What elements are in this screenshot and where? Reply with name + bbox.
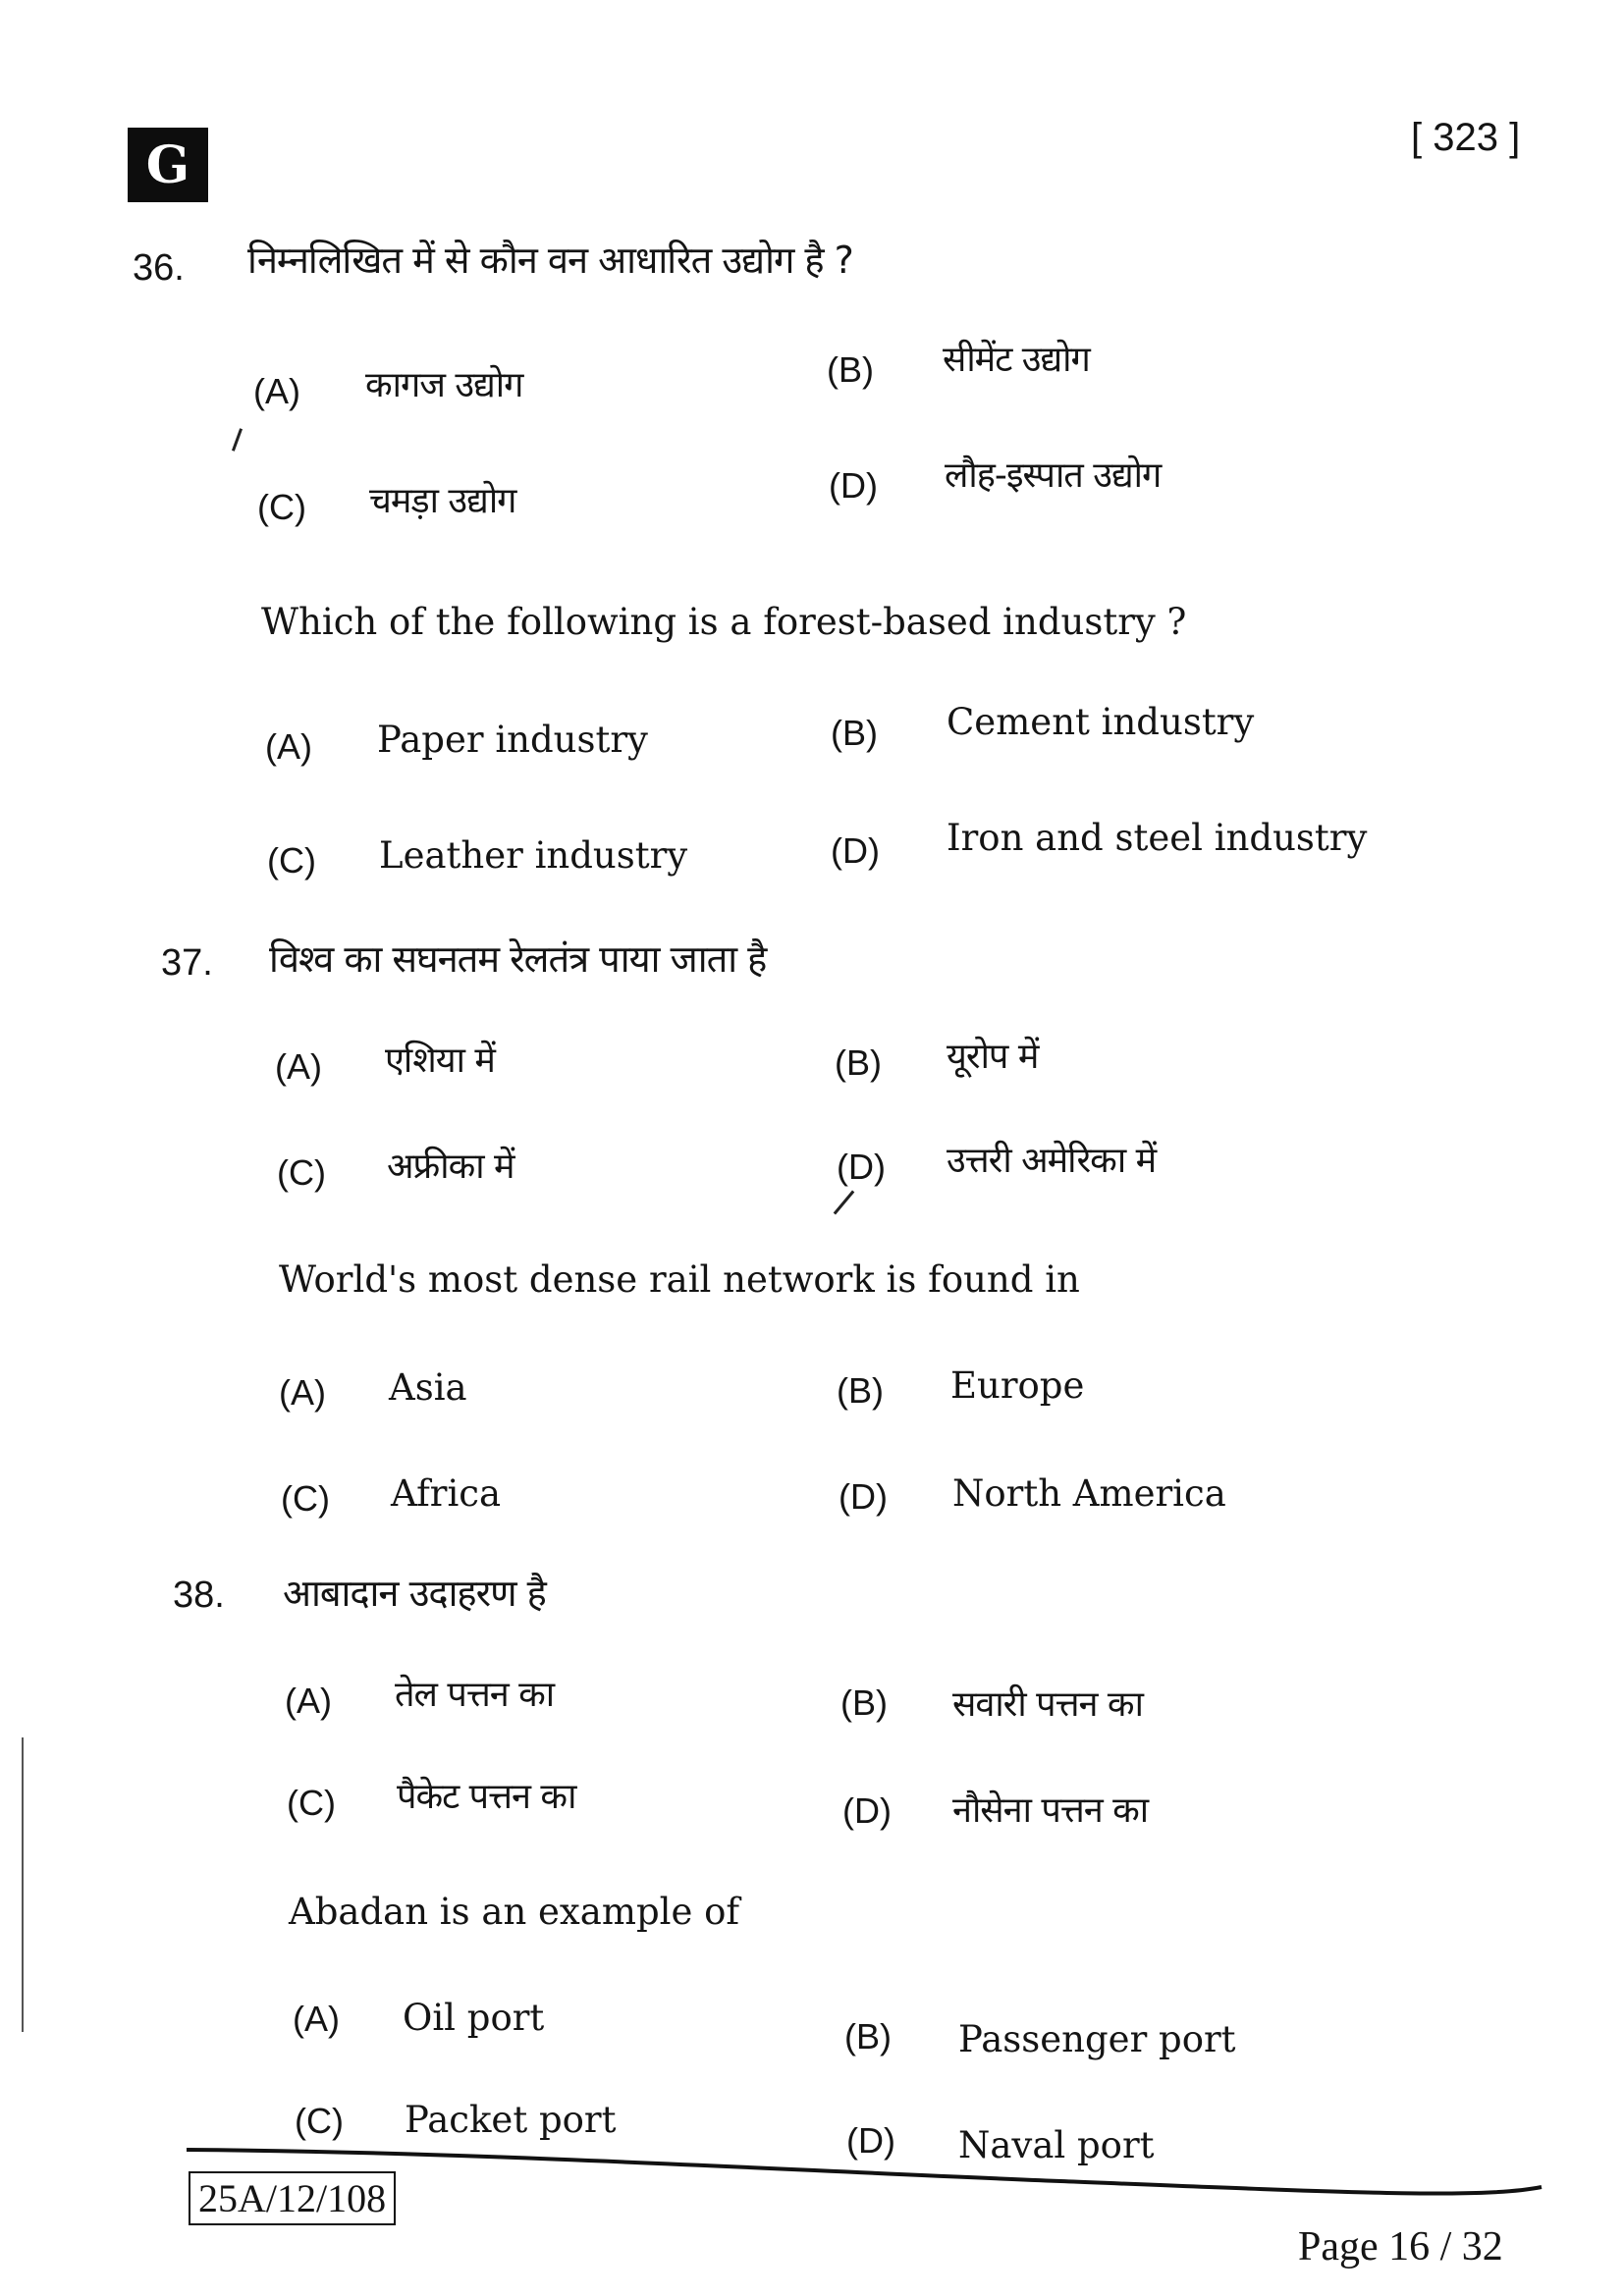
option-text[interactable]: North America — [952, 1472, 1226, 1515]
option-label: (A) — [285, 1681, 332, 1721]
option-label: (B) — [835, 1042, 882, 1083]
option-text[interactable]: Leather industry — [379, 834, 688, 877]
option-text[interactable]: Naval port — [958, 2124, 1155, 2166]
option-text[interactable]: उत्तरी अमेरिका में — [947, 1141, 1157, 1181]
option-text[interactable]: सवारी पत्तन का — [952, 1684, 1143, 1725]
option-text[interactable]: Cement industry — [947, 701, 1255, 743]
option-label: (B) — [837, 1370, 884, 1411]
option-text[interactable]: Packet port — [405, 2099, 617, 2141]
option-label: (B) — [844, 2016, 892, 2056]
option-text[interactable]: एशिया में — [385, 1041, 495, 1081]
option-label: (A) — [253, 371, 300, 411]
option-text[interactable]: Passenger port — [958, 2018, 1236, 2060]
question-text-english: Abadan is an example of — [289, 1891, 740, 1933]
option-text[interactable]: तेल पत्तन का — [395, 1675, 555, 1715]
option-label: (A) — [265, 726, 312, 767]
option-label: (C) — [277, 1152, 326, 1193]
option-text[interactable]: Africa — [391, 1472, 502, 1515]
option-text[interactable]: Paper industry — [377, 719, 648, 761]
option-text[interactable]: कागज उद्योग — [365, 365, 523, 405]
tick-mark-icon — [232, 428, 243, 452]
page-number: Page 16 / 32 — [1298, 2224, 1503, 2269]
question-text-english: World's most dense rail network is found in — [279, 1258, 1080, 1301]
option-label: (A) — [279, 1372, 326, 1413]
option-label: (C) — [267, 840, 316, 881]
paper-code: [ 323 ] — [1411, 116, 1521, 159]
option-label: (C) — [257, 487, 306, 527]
option-label: (D) — [831, 830, 880, 871]
option-text[interactable]: अफ्रीका में — [387, 1147, 514, 1187]
tick-mark-icon — [834, 1191, 855, 1215]
option-label: (D) — [839, 1476, 888, 1517]
option-label: (C) — [295, 2101, 344, 2141]
question-text-hindi: विश्व का सघनतम रेलतंत्र पाया जाता है — [269, 937, 767, 981]
option-text[interactable]: चमड़ा उद्योग — [369, 481, 516, 521]
question-text-english: Which of the following is a forest-based industry ? — [261, 601, 1187, 643]
question-number: 38. — [173, 1575, 225, 1616]
option-text[interactable]: Europe — [950, 1364, 1085, 1407]
question-number: 36. — [133, 247, 185, 289]
option-text[interactable]: Oil port — [403, 1997, 545, 2039]
option-label: (D) — [842, 1790, 892, 1831]
option-label: (B) — [831, 713, 878, 753]
scan-artifact — [22, 1737, 24, 2032]
option-label: (D) — [829, 465, 878, 506]
option-label: (C) — [281, 1478, 330, 1519]
question-text-hindi: आबादान उदाहरण है — [283, 1572, 546, 1615]
option-label: (D) — [846, 2120, 895, 2161]
option-label: (A) — [275, 1046, 322, 1087]
option-text[interactable]: Iron and steel industry — [947, 817, 1368, 859]
booklet-code: 25A/12/108 — [189, 2171, 396, 2225]
option-text[interactable]: लौह-इस्पात उद्योग — [945, 455, 1162, 496]
option-label: (C) — [287, 1783, 336, 1823]
option-label: (B) — [840, 1682, 888, 1723]
option-label: (D) — [837, 1147, 886, 1187]
option-text[interactable]: नौसेना पत्तन का — [952, 1790, 1149, 1831]
option-label: (B) — [827, 349, 874, 390]
set-code-badge: G — [128, 128, 208, 202]
question-number: 37. — [161, 942, 213, 984]
option-text[interactable]: सीमेंट उद्योग — [943, 340, 1090, 380]
option-text[interactable]: पैकेट पत्तन का — [397, 1777, 576, 1817]
option-label: (A) — [293, 1999, 340, 2039]
question-text-hindi: निम्नलिखित में से कौन वन आधारित उद्योग है ? — [247, 239, 853, 282]
option-text[interactable]: यूरोप में — [947, 1037, 1039, 1077]
option-text[interactable]: Asia — [389, 1366, 467, 1409]
